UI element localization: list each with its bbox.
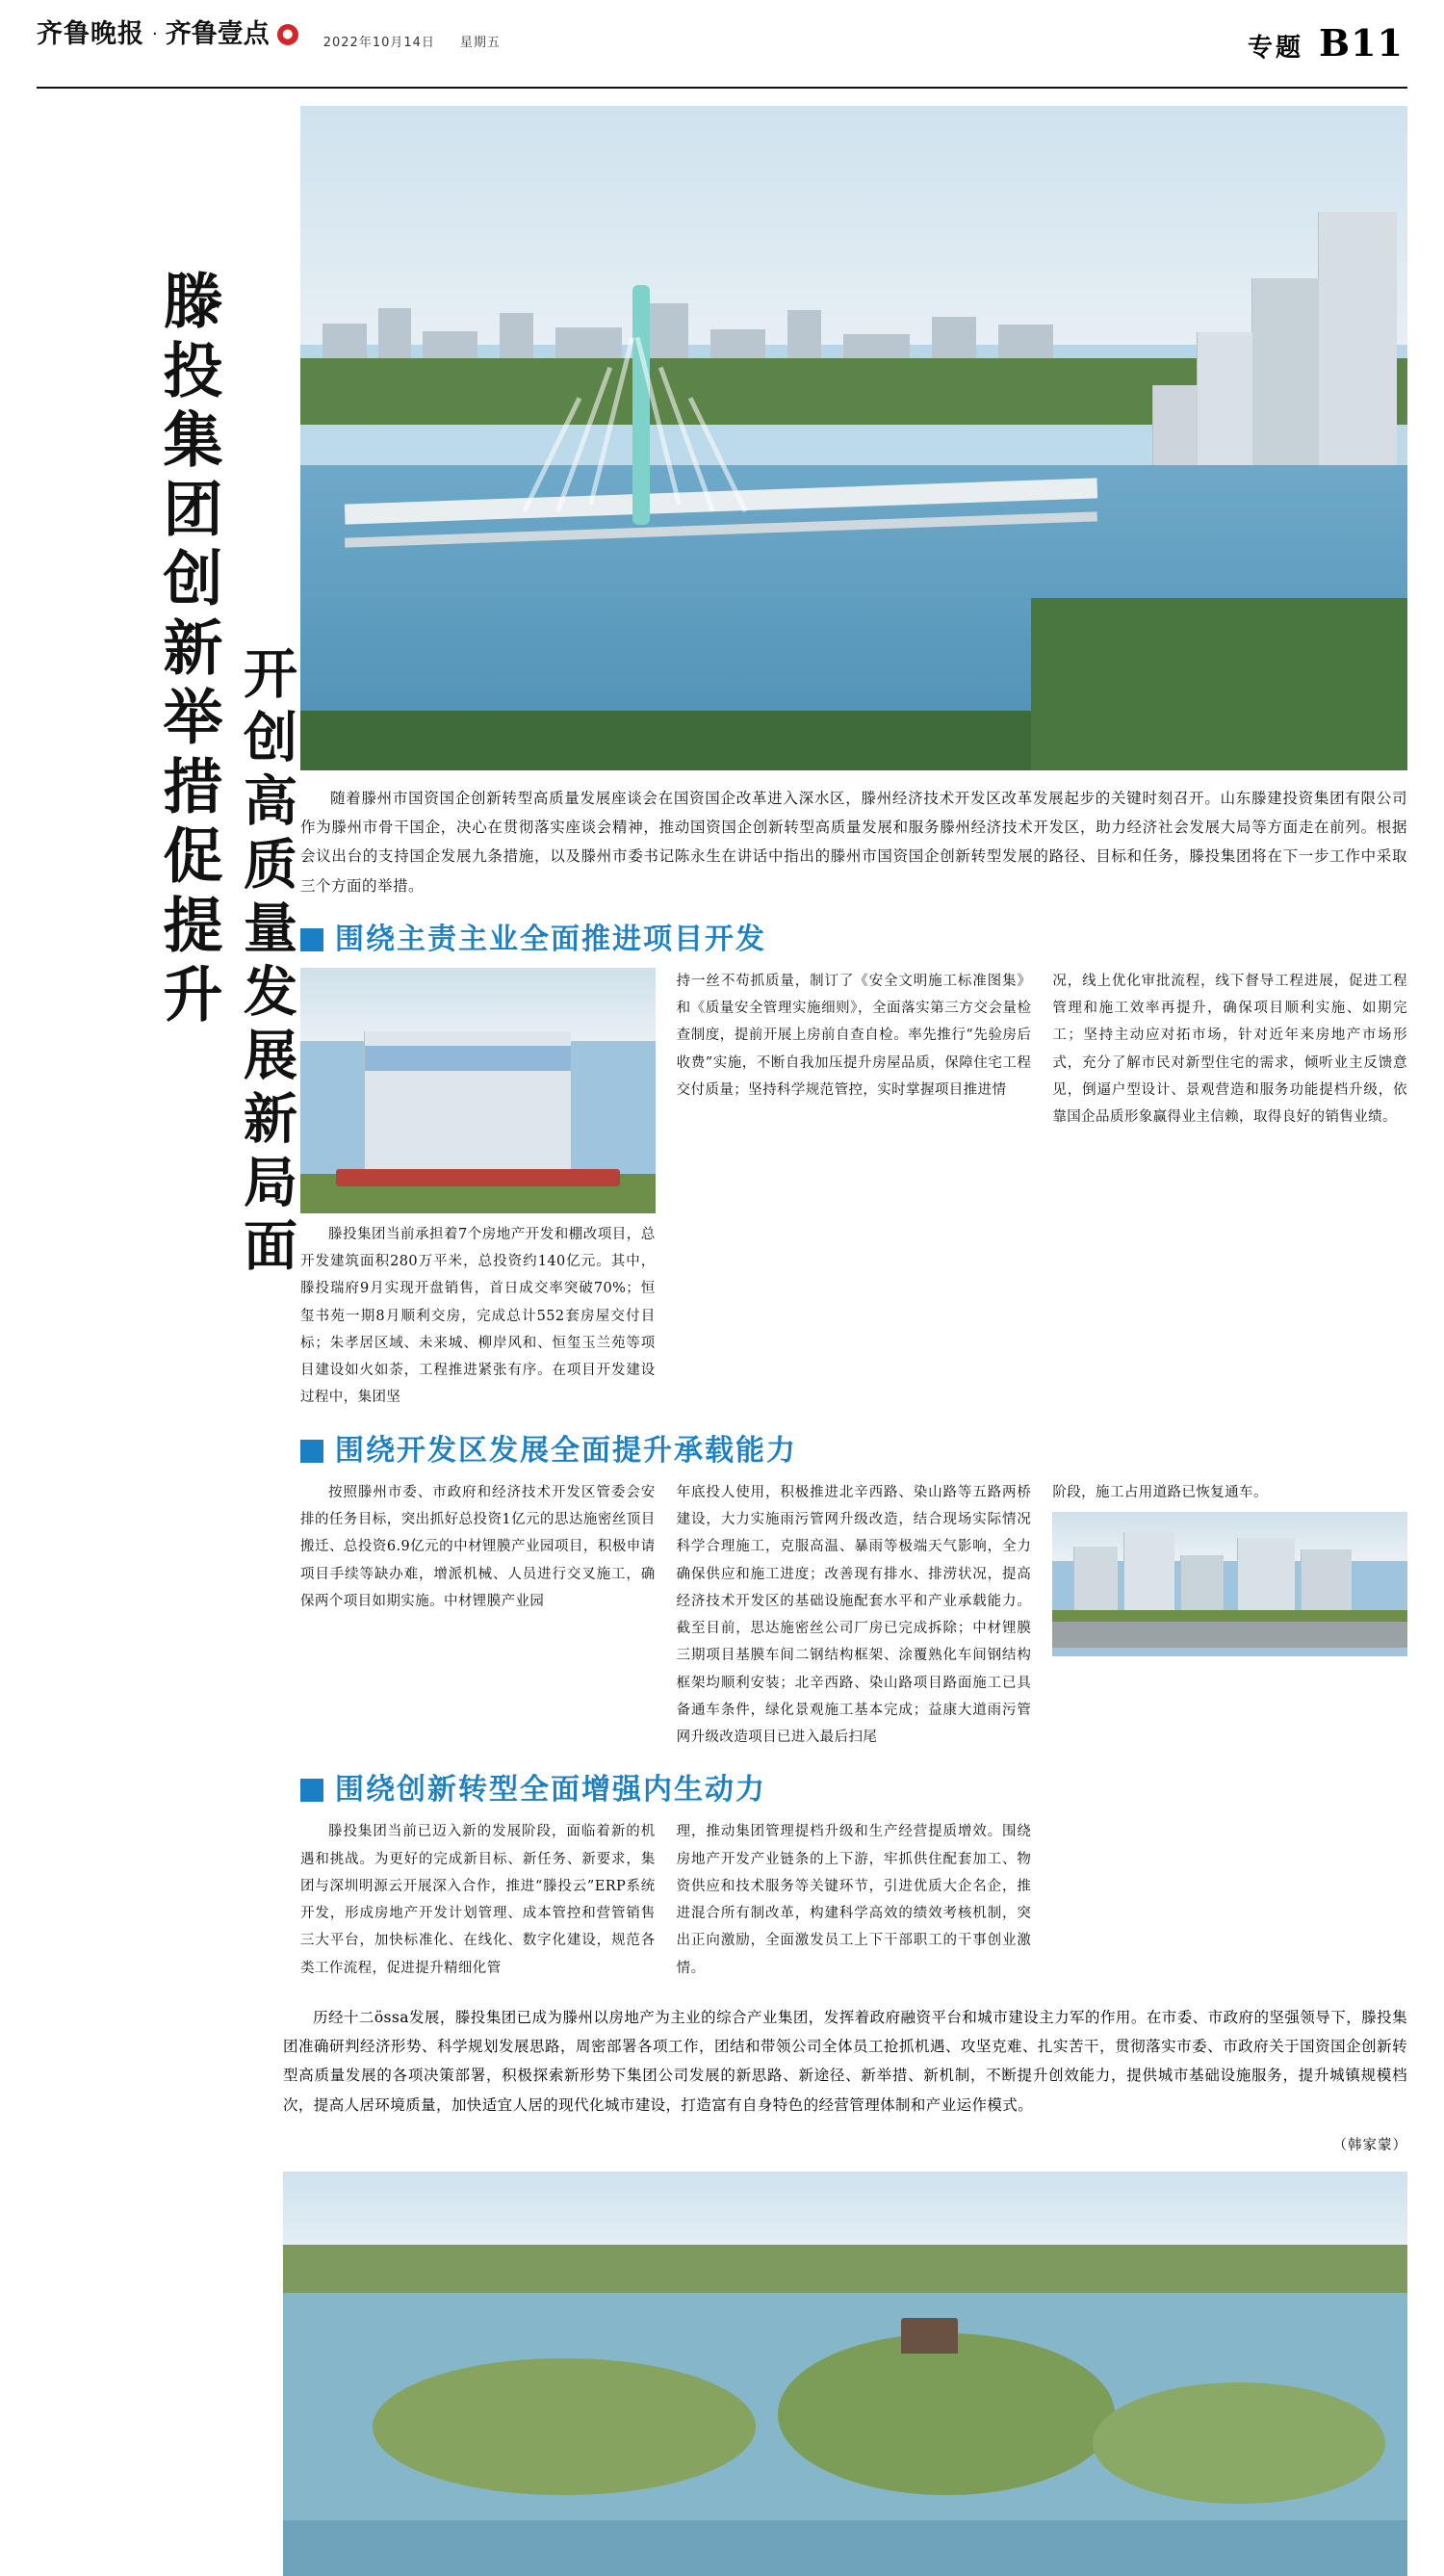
section-title-3: 围绕创新转型全面增强内生动力	[335, 1773, 766, 1808]
section-label: 专题	[1247, 34, 1303, 63]
section-bullet-icon	[300, 1440, 323, 1463]
section-2-column-3	[1052, 1479, 1407, 1752]
section-header-2	[300, 1433, 1407, 1468]
newspaper-logo	[37, 21, 298, 47]
section-bullet-icon	[300, 1779, 323, 1802]
section-3-text-2: 理，推动集团管理提档升级和生产经营提质增效。围绕房地产开发产业链条的上下游，牢抓供住配套加工、物资供应和技术服务等关键环节，引进优质大企名企，推进混合所有制改革，构建科学高效的绩效考核机制，突出正向激励，全面激发员工上下干部职工的干事创业激情。	[676, 1824, 1032, 1976]
section-title-1: 围绕主责主业全面推进项目开发	[335, 922, 766, 956]
vertical-headline	[37, 106, 298, 1982]
section-1-column-1	[300, 968, 656, 1412]
section-3-column-2	[677, 1818, 1032, 1982]
section-3-column-3	[1052, 1818, 1407, 1982]
logo-main-text: 齐鲁晚报	[37, 19, 144, 49]
section-body-1	[300, 968, 1407, 1412]
masthead-section-info	[1248, 21, 1407, 65]
headline-line-2: 开创高质量发展新局面	[235, 645, 298, 1281]
publication-date: 2022年10月14日	[322, 36, 435, 50]
section-body-3	[300, 1818, 1407, 1982]
company-headquarters-photo	[300, 968, 656, 1213]
lead-paragraph: 随着滕州市国资国企创新转型高质量发展座谈会在国资国企改革进入深水区，滕州经济技术开发区改革发展起步的关键时刻召开。山东滕建投资集团有限公司作为滕州市骨干国企，决心在贯彻落实座谈会精神，推动国资国企创新转型高质量发展和服务滕州经济技术开发区，助力经济社会发展大局等方面走在前列。根据会议出台的支持国企发展九条措施，以及滕州市委书记陈永生在讲话中指出的滕州市国资国企创新转型发展的路径、目标和任务，滕投集团将在下一步工作中采取三个方面的举措。	[300, 790, 1407, 895]
main-column	[295, 106, 1407, 1982]
page-body	[37, 89, 1407, 1982]
closing-paragraph: 历经十二össa发展，滕投集团已成为滕州以房地产为主业的综合产业集团，发挥着政府融资平台和城市建设主力军的作用。在市委、市政府的坚强领导下，滕投集团准确研判经济形势、科学规划发展思路，周密部署各项工作，团结和带领公司全体员工抢抓机遇、攻坚克难、扎实苦干，贯彻落实市委、市政府关于国资国企创新转型高质量发展的各项决策部署，积极探索新形势下集团公司发展的新思路、新途径、新举措、新机制，不断提升创效能力，提供城市基础设施服务，提升城镇规模档次，提高人居环境质量，加快适宜人居的现代化城市建设，打造富有自身特色的经营管理体制和产业运作模式。	[283, 2008, 1407, 2114]
masthead	[37, 0, 1407, 89]
hero-photo	[300, 106, 1407, 770]
section-title-2: 围绕开发区发展全面提升承载能力	[335, 1433, 797, 1468]
section-2-text-2: 年底投人使用，积极推进北辛西路、染山路等五路两桥建设，大力实施雨污管网升级改造，结合现场实际情况科学合理施工，克服高温、暴雨等极端天气影响，全力确保供应和施工进度；改善现有排水、排涝状况，提高经济技术开发区的基础设施配套水平和产业承载能力。截至目前，思达施密丝公司厂房已完成拆除；中材锂膜三期项目基膜车间二钢结构框架、涂覆熟化车间钢结构框架均顺利安装；北辛西路、染山路项目路面施工已具备通车条件，绿化景观施工基本完成；益康大道雨污管网升级改造项目已进入最后扫尾	[676, 1484, 1032, 1746]
section-1-text-2: 持一丝不苟抓质量，制订了《安全文明施工标准图集》和《质量安全管理实施细则》，全面落实第三方交会量检查制度，提前开展上房前自查自检。率先推行“先验房后收费”实施，不断自我加压提升房屋品质，保障住宅工程交付质量；坚持科学规范管控，实时掌握项目推进情	[676, 973, 1032, 1098]
section-2-column-2	[677, 1479, 1032, 1752]
section-3-text-1: 滕投集团当前已迈入新的发展阶段，面临着新的机遇和挑战。为更好的完成新目标、新任务、新要求，集团与深圳明源云开展深入合作，推进“滕投云”ERP系统开发，形成房地产开发计划管理、成本管控和营管销售三大平台，加快标准化、在线化、数字化建设，规范各类工作流程，促进提升精细化管	[300, 1824, 656, 1976]
section-1-text-3: 况，线上优化审批流程，线下督导工程进展，促进工程管理和施工效率再提升，确保项目顺利实施、如期完工；坚持主动应对拓市场，针对近年来房地产市场形式，充分了解市民对新型住宅的需求，倾听业主反馈意见，倒逼户型设计、景观营造和服务功能提档升级，依靠国企品质形象赢得业主信赖，取得良好的销售业绩。	[1052, 973, 1408, 1126]
section-2-text-1: 按照滕州市委、市政府和经济技术开发区管委会安排的任务目标，突出抓好总投资1亿元的思达施密丝顶目搬迁、总投资6.9亿元的中材锂膜产业园项目，积极申请项目手续等缺办难，增派机械、人员进行交叉施工，确保两个项目如期实施。中材锂膜产业园	[300, 1484, 656, 1609]
section-1-column-2	[677, 968, 1032, 1412]
bottom-photo	[283, 2172, 1407, 2576]
section-body-2	[300, 1479, 1407, 1752]
section-header-3	[300, 1773, 1407, 1808]
publication-weekday: 星期五	[459, 36, 501, 50]
byline: （韩家蒙）	[1332, 2138, 1407, 2154]
logo-sub-text: 齐鲁壹点	[165, 19, 270, 49]
logo-badge-icon: ●	[277, 24, 298, 45]
section-bullet-icon	[300, 928, 323, 951]
headline-line-1: 滕投集团创新举措促提升	[153, 270, 223, 1032]
logo-separator-dot: ·	[152, 24, 158, 44]
section-header-1	[300, 922, 1407, 956]
section-3-column-1	[300, 1818, 656, 1982]
page-number: B11	[1319, 21, 1404, 65]
section-2-column-1	[300, 1479, 656, 1752]
industrial-park-photo	[1052, 1512, 1407, 1656]
section-1-column-3	[1052, 968, 1407, 1412]
closing-block	[283, 2003, 1407, 2154]
section-2-text-3: 阶段，施工占用道路已恢复通车。	[1052, 1484, 1268, 1500]
section-1-text-1: 滕投集团当前承担着7个房地产开发和棚改项目，总开发建筑面积280万平米，总投资约140亿元。其中，滕投瑞府9月实现开盘销售，首日成交率突破70%；恒玺书苑一期8月顺利交房，完成总计552套房屋交付目标；朱孝居区域、未来城、柳岸风和、恒玺玉兰苑等项目建设如火如荼，工程推进紧张有序。在项目开发建设过程中，集团坚	[300, 1226, 656, 1406]
